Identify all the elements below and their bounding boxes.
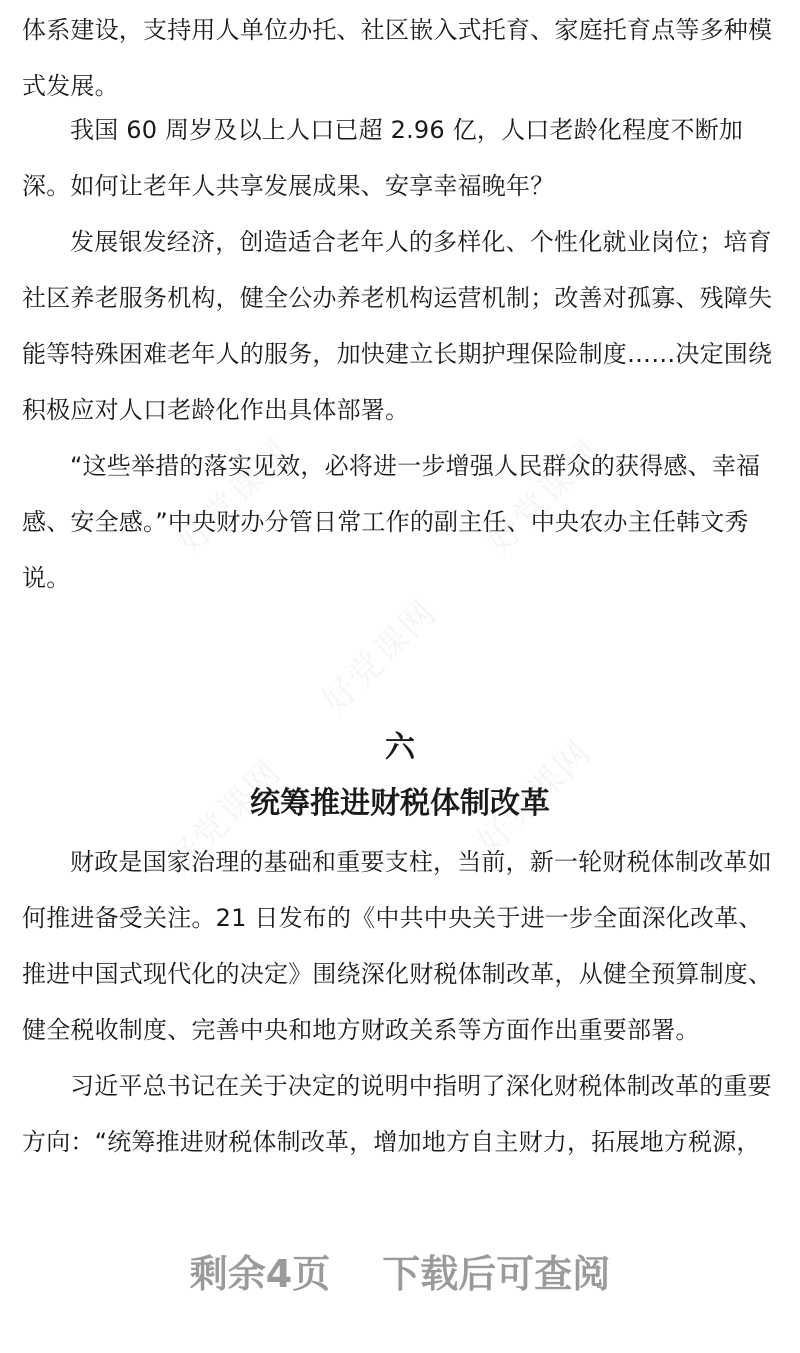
paragraph-aging-population: 我国 60 周岁及以上人口已超 2.96 亿，人口老龄化程度不断加深。如何让老年人共享发展成果、安享幸福晚年？ — [22, 116, 744, 200]
paragraph-silver-economy: 发展银发经济，创造适合老年人的多样化、个性化就业岗位；培育社区养老服务机构，健全公办养老机构运营机制；改善对孤寡、残障失能等特殊困难老年人的服务，加快建立长期护理保险制度……决定围绕积极应对人口老龄化作出具体部署。 — [22, 228, 773, 424]
paragraph-quote: “这些举措的落实见效，必将进一步增强人民群众的获得感、幸福感、安全感。”中央财办分管日常工作的副主任、中央农办主任韩文秀说。 — [22, 452, 761, 592]
remaining-pages-label[interactable]: 剩余4页 — [189, 1252, 331, 1296]
download-banner[interactable] — [0, 1248, 800, 1300]
paragraph-childcare: 体系建设，支持用人单位办托、社区嵌入式托育、家庭托育点等多种模式发展。 — [22, 16, 773, 100]
section-title: 统筹推进财税体制改革 — [250, 786, 550, 821]
watermark — [309, 586, 445, 722]
paragraph-reform-direction: 习近平总书记在关于决定的说明中指明了深化财税体制改革的重要方向：“统筹推进财税体制改革，增加地方自主财力，拓展地方税源， — [22, 1072, 772, 1156]
paragraph-fiscal-reform: 财政是国家治理的基础和重要支柱，当前，新一轮财税体制改革如何推进备受关注。21 日发布的《中共中央关于进一步全面深化改革、推进中国式现代化的决定》围绕深化财税体制改革，从健全预算制度、健全税收制度、完善中央和地方财政关系等方面作出重要部署。 — [22, 848, 773, 1044]
section-number: 六 — [385, 730, 415, 765]
download-to-view-label[interactable]: 下载后可查阅 — [382, 1252, 611, 1296]
